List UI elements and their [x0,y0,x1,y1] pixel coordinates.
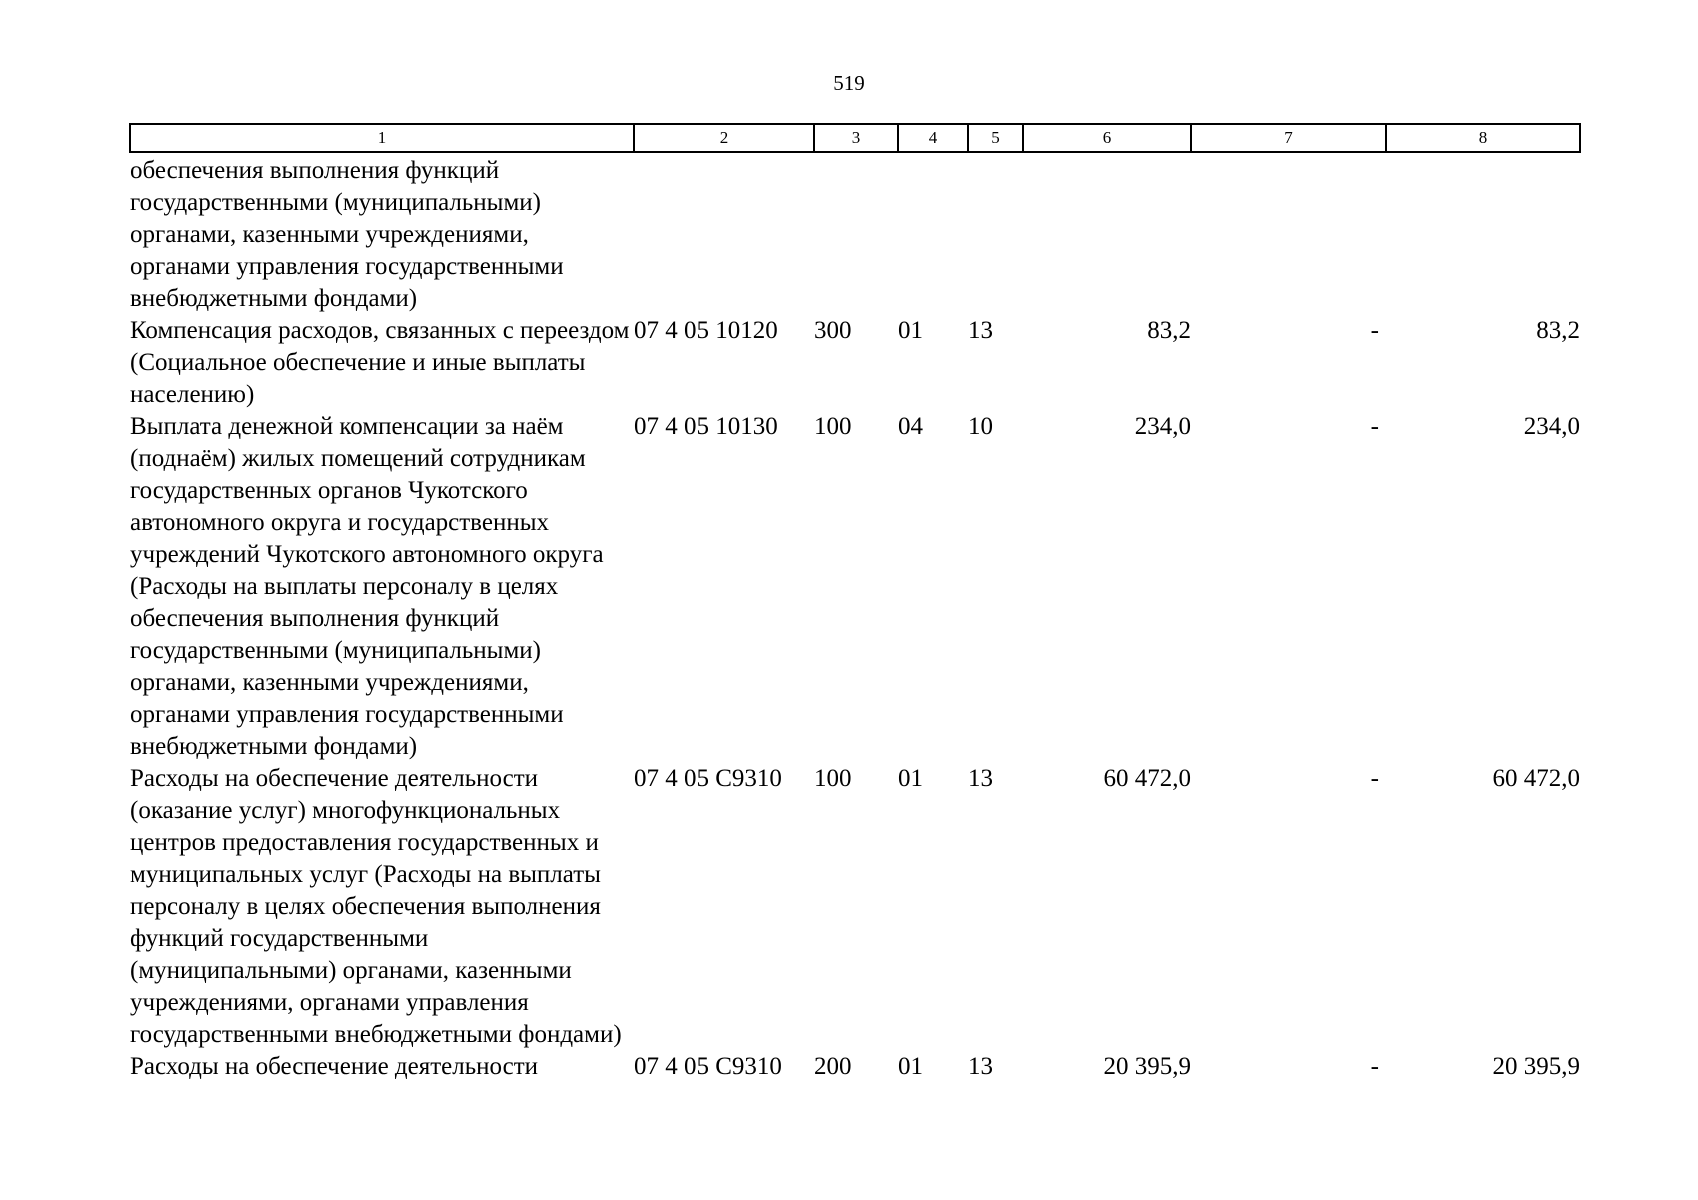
row-rz: 01 [898,765,923,792]
table-row [130,411,1580,763]
row-regional: 234,0 [1523,413,1580,440]
budget-table [129,123,1581,1083]
header-col-7: 7 [1191,124,1386,152]
row-name: Расходы на обеспечение деятельности (оказание услуг) многофункциональных центров предоставления государственных и муниципальных услуг (Расходы на выплаты персоналу в целях обеспечения выполнения функций государственными (муниципальными) органами, казенными учреждениями, органами управления государственными внебюджетными фондами) [130,765,622,1048]
row-rz: 04 [898,413,923,440]
row-regional: 20 395,9 [1492,1053,1580,1080]
table-row [130,1051,1580,1083]
row-code: 07 4 05 10120 [634,317,778,344]
header-col-8: 8 [1386,124,1580,152]
header-col-6: 6 [1023,124,1191,152]
row-rz: 01 [898,1053,923,1080]
table-row [130,763,1580,1051]
row-regional: 60 472,0 [1492,765,1580,792]
row-total: 20 395,9 [1103,1053,1191,1080]
row-vr [814,152,898,315]
row-pr: 13 [968,1053,993,1080]
row-pr: 13 [968,765,993,792]
row-vr: 100 [814,413,852,440]
row-total: 60 472,0 [1103,765,1191,792]
row-code: 07 4 05 С9310 [634,1053,782,1080]
row-code [634,152,814,315]
row-name: обеспечения выполнения функций государственными (муниципальными) органами, казенными учреждениями, органами управления государственными внебюджетными фондами) [130,157,564,312]
row-total: 83,2 [1147,317,1191,344]
row-rz [898,152,968,315]
header-col-1: 1 [130,124,634,152]
row-federal: - [1370,765,1379,792]
header-col-2: 2 [634,124,814,152]
row-regional [1386,152,1580,315]
row-rz: 01 [898,317,923,344]
row-name: Выплата денежной компенсации за наём (поднаём) жилых помещений сотрудникам государственных органов Чукотского автономного округа и государственных учреждений Чукотского автономного округа (Расходы на выплаты персоналу в целях обеспечения выполнения функций государственными (муниципальными) органами, казенными учреждениями, органами управления государственными внебюджетными фондами) [130,413,604,760]
row-vr: 100 [814,765,852,792]
row-name: Компенсация расходов, связанных с переездом (Социальное обеспечение и иные выплаты населению) [130,317,630,408]
header-col-4: 4 [898,124,968,152]
row-federal: - [1370,413,1379,440]
row-name: Расходы на обеспечение деятельности [130,1053,539,1080]
page-number: 519 [833,71,865,95]
header-row [130,124,1580,152]
row-pr [968,152,1023,315]
header-col-5: 5 [968,124,1023,152]
row-federal [1191,152,1386,315]
row-pr: 13 [968,317,993,344]
row-vr: 200 [814,1053,852,1080]
header-col-3: 3 [814,124,898,152]
row-federal: - [1370,317,1379,344]
row-vr: 300 [814,317,852,344]
row-federal: - [1370,1053,1379,1080]
row-total: 234,0 [1134,413,1191,440]
row-regional: 83,2 [1536,317,1580,344]
table-row [130,152,1580,315]
table-row [130,315,1580,411]
row-code: 07 4 05 С9310 [634,765,782,792]
row-code: 07 4 05 10130 [634,413,778,440]
row-pr: 10 [968,413,993,440]
row-total [1023,152,1191,315]
